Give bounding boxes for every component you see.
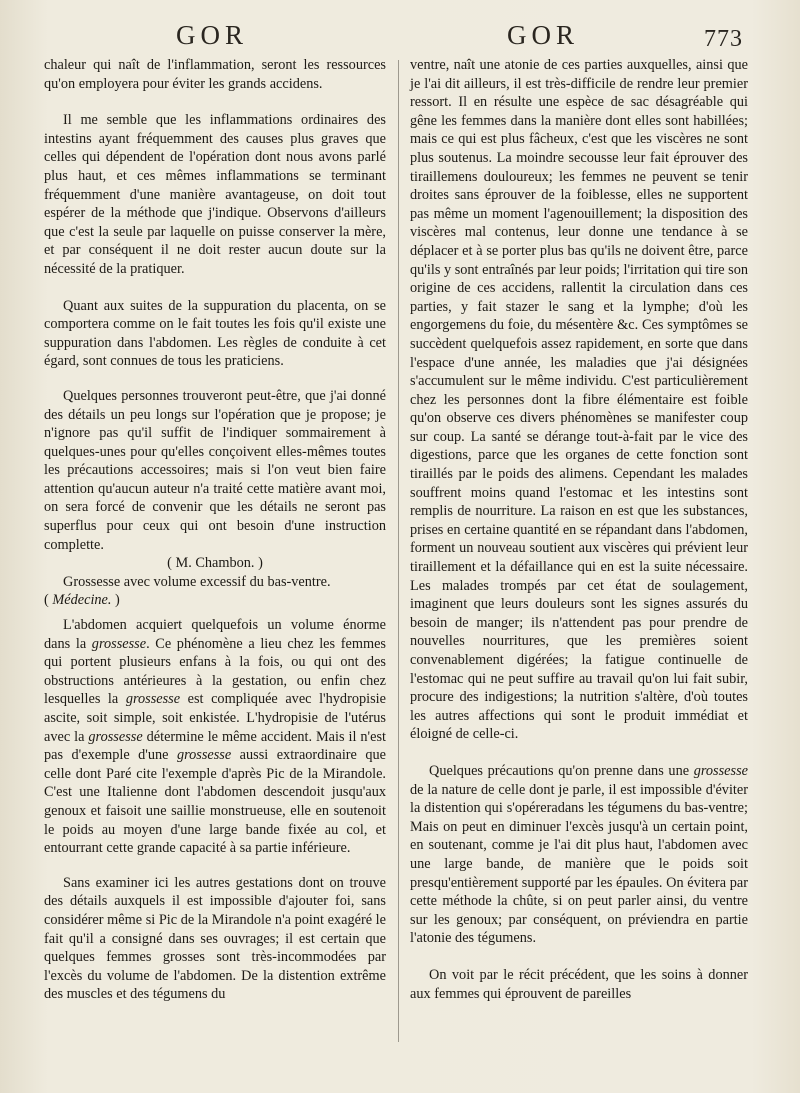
italic-term: grossesse [91, 635, 147, 652]
text-run: . Ce phénomène a lieu chez les femmes qui portent plusieurs enfans à la fois, ou qui ont des obstructions antérieures à la gestation, ou enfin chez lesquelles la [44, 635, 386, 708]
text-run: détermine le même accident. Mais il n'est pas d'exemple d'une [44, 728, 386, 764]
text-run: de la nature de celle dont je parle, il est impossible d'éviter la distention qui s'opéreradans les tégumens du bas-ventre; Mais on peut en diminuer l'excès jusqu'à un certain point, en soutenant, comme je l'ai dit plus haut, l'abdomen avec une large bande, de manière que le poids soit presqu'entièrement supporté par les épaules. On évitera par cette méthode la chûte, si on peut parler ainsi, du ventre sur les genoux; par conséquent, on préviendra en partie l'atonie des tégumens. [410, 781, 748, 947]
article-title: Grossesse avec volume excessif du bas-ventre. [63, 573, 331, 590]
text-run: L'abdomen acquiert quelquefois un volume énorme dans la [44, 617, 386, 652]
paragraph: Quant aux suites de la suppuration du placenta, on se comportera comme on le fait toutes les fois qu'il existe une suppuration dans l'abdomen. Les règles de conduite à cet égard, sont connues de tous les praticiens. [44, 297, 386, 370]
text-run: est compliquée avec l'hydropisie ascite, soit simple, soit enkistée. L'hydropisie de l'utérus avec la [44, 691, 386, 745]
text-run: Quelques précautions qu'on prenne dans une [429, 762, 694, 779]
heading-paren: ) [111, 592, 120, 609]
paragraph: Quelques personnes trouveront peut-être, que j'ai donné des détails un peu longs sur l'opération que je propose; je n'ignore pas qu'il suffit de l'indiquer sommairement à quelques-unes pour qu'elles conçoivent elles-mêmes toutes les précautions accessoires; mais si l'on veut bien faire attention qu'aucun auteur n'a traité cette matière avant moi, on sera forcé de convenir que les détails ne seront pas superflus pour ceux qui ont besoin d'une instruction complette. [44, 387, 386, 553]
author-signature: ( M. Chambon. ) [167, 555, 263, 572]
text-run: aussi extraordinaire que celle dont Paré cite l'exemple d'après Pic de la Mirandole. C'est une Italienne dont l'abdomen descendoit jusqu'aux genoux et faisoit une saillie monstrueuse, elle en soutenoit le poids au moyen d'une large bande fixée au col, et entourrant cette grande capacité à sa partie inférieure. [44, 747, 386, 857]
running-head-left: GOR [176, 20, 249, 50]
article-category: Médecine. [52, 592, 112, 609]
paragraph [44, 616, 386, 858]
paragraph: chaleur qui naît de l'inflammation, seront les ressources qu'on employera pour éviter les grands accidens. [44, 57, 386, 92]
paragraph: ventre, naît une atonie de ces parties auxquelles, ainsi que je l'ai dit ailleurs, il est très-difficile de rendre leur premier ressort. Il en résulte une espèce de sac désagréable qui gêne les femmes dans la manière dont elles sont habillées; mais ce qui est plus fâcheux, c'est que les viscères ne sont plus soutenus. La moindre secousse leur fait éprouver des tiraillemens douloureux; les femmes ne peuvent se tenir droites sans éprouver de la foiblesse, elles ne supportent pas même un moment l'agenouillement; la disposition des viscères mal contenus, leur donne une tendance à se déplacer et à se porter plus bas qu'ils ne doivent être, parce qu'ils y sont entraînés par leur poids; l'irritation qui tire son origine de ces accidens, rallentit la circulation dans ces parties, y fait stazer le sang et la lymphe; d'où les engorgemens du foie, du mésentère &c. Ces symptômes se succèdent quelquefois assez rapidement, en sorte que dans l'espace d'une année, les maladies que j'ai désignées s'accumulent sur le même individu. C'est particulièrement chez les personnes dont la fibre élémentaire est foible qu'on observe ces divers phénomènes se manifester coup sur coup. La santé se dérange tout-à-fait par le vice des digestions, parce que les organes de cette fonction sont tiraillés par le poids des alimens. Cependant les malades souffrent moins quand l'estomac et les intestins sont remplis de nourriture. La raison en est que les substances, prises en certaine quantité en se répandant dans l'abdomen, forment un nouveau soutient aux viscères qui prévient leur tiraillement et la défaillance qui en est la suite nécessaire. Les malades trompés par cet état de soulagement, imaginent que leurs douleurs sont les signes assurés du besoin de manger; ils n'attendent pas pour prendre de nouvelles nourritures, que les premières soient convenablement digérées; la fatigue continuelle de l'estomac qui ne peut suffire au travail qu'on lui fait subir, procure des indigestions; la nutrition s'altère, d'où toutes les autres affections qui sont le produit immédiat et éloigné de celle-ci. [410, 57, 748, 743]
paragraph: On voit par le récit précédent, que les soins à donner aux femmes qui éprouvent de pareilles [410, 966, 748, 1002]
running-head-right: GOR [507, 20, 580, 50]
italic-term: grossesse [693, 762, 748, 779]
right-column [410, 56, 748, 1003]
left-column [44, 56, 386, 1004]
page-number: 773 [704, 26, 743, 52]
paragraph [410, 762, 748, 948]
paragraph: Il me semble que les inflammations ordinaires des intestins ayant fréquemment des causes plus graves que celles qui dépendent de l'opération dont nous avons parlé plus haut, et ces mêmes inflammations se terminant fréquemment d'une manière avantageuse, on doit tout espérer de la méthode que j'indique. Observons d'ailleurs que c'est la seule par laquelle on puisse conserver la mère, et par conséquent il ne doit rester aucun doute sur la nécessité de la pratiquer. [44, 112, 386, 277]
italic-term: grossesse [176, 747, 232, 764]
italic-term: grossesse [125, 691, 181, 708]
heading-paren: ( [44, 592, 53, 609]
article-heading [44, 573, 386, 610]
column-divider [398, 60, 399, 1042]
italic-term: grossesse [88, 728, 143, 745]
paragraph: Sans examiner ici les autres gestations dont on trouve des détails auxquels il est impossible d'ajouter foi, sans considérer même si Pic de la Mirandole n'a point exagéré le fait qu'il a consigné dans ses ouvrages; il est certain que quelques femmes grosses sont très-incommodées par l'excès du volume de l'abdomen. De la distention extrême des muscles et des tégumens du [44, 874, 386, 1003]
